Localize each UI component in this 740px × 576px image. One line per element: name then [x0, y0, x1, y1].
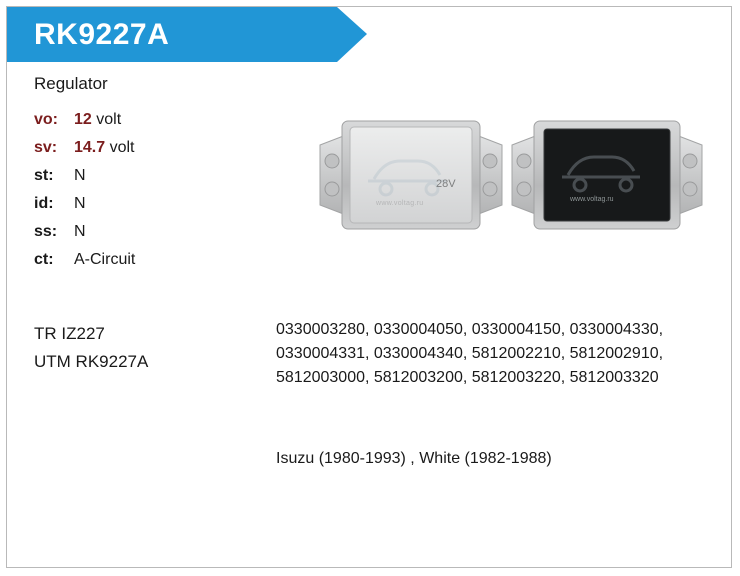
- cross-reference-list: [34, 320, 148, 376]
- spec-key: sv:: [34, 139, 58, 156]
- spec-row: [34, 195, 264, 223]
- spec-row: [34, 167, 264, 195]
- spec-value-unit: volt: [96, 111, 122, 128]
- header-banner: [7, 7, 367, 62]
- regulator-front-view: [320, 121, 502, 229]
- spec-row: [34, 111, 264, 139]
- spec-value: N: [74, 195, 86, 212]
- photo-watermark: www.voltag.ru: [570, 196, 614, 203]
- card-border: [6, 6, 732, 568]
- spec-value: [74, 139, 135, 157]
- spec-row: [34, 223, 264, 251]
- spec-key: st:: [34, 167, 54, 184]
- spec-row: [34, 139, 264, 167]
- product-photos: [316, 105, 708, 250]
- spec-row: [34, 251, 264, 279]
- cross-reference-item: TR IZ227: [34, 324, 105, 343]
- spec-key: ct:: [34, 251, 54, 268]
- specs-list: [34, 111, 264, 279]
- spec-key: id:: [34, 195, 54, 212]
- spec-value: [74, 111, 121, 129]
- page-title: RK9227A: [34, 18, 170, 51]
- spec-value-number: 14.7: [74, 139, 106, 156]
- cross-reference-item: UTM RK9227A: [34, 352, 149, 371]
- regulator-back-view: [512, 121, 702, 229]
- spec-value: N: [74, 223, 86, 240]
- oem-numbers: 0330003280, 0330004050, 0330004150, 0330004330, 0330004331, 0330004340, 5812002210, 5812002910, 5812003000, 5812003200, 5812003220, 5812003320: [276, 321, 664, 386]
- photo-voltage-label: 28V: [436, 178, 456, 190]
- spec-value-number: 12: [74, 111, 92, 128]
- photo-watermark: www.voltag.ru: [376, 200, 424, 207]
- vehicle-applications: Isuzu (1980-1993) , White (1982-1988): [276, 450, 552, 467]
- product-photo-image: [316, 105, 708, 250]
- spec-value: A-Circuit: [74, 251, 136, 268]
- spec-key: ss:: [34, 223, 58, 240]
- spec-value-unit: volt: [109, 139, 135, 156]
- product-type-label: Regulator: [34, 74, 108, 93]
- spec-value: N: [74, 167, 86, 184]
- spec-key: vo:: [34, 111, 58, 128]
